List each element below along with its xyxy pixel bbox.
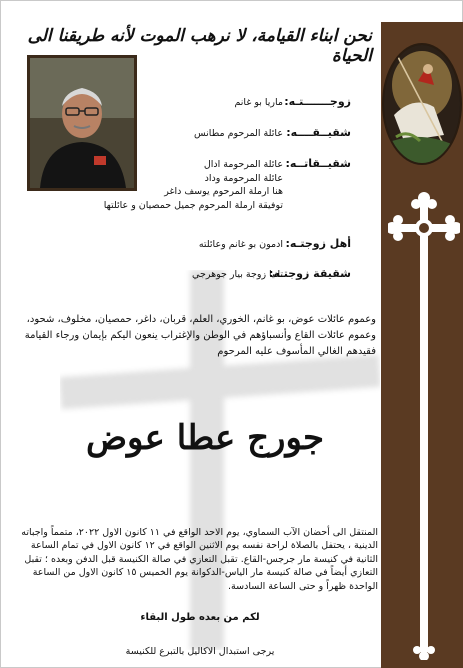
relative-label-sisters: شقيــقاتــه: <box>285 157 351 170</box>
relative-label-brother: شقيــقــــه: <box>286 126 351 139</box>
funeral-announcement: المنتقل الى أحضان الآب السماوي، يوم الاحد الواقع في ١١ كانون الاول ٢٠٢٢، متمماً واجباته الدينية ، يحتفل بالصلاة لراحة نفسه يوم الاثنين الواقع في ١٢ كانون الاول في تمام الساعة الثانية في كنيسة مار جرجس-القاع. تقبل التعازي في صالة الكنيسة قبل الدفن وبعده ؛ تقبل التعازي أيضاً في صالة كنيسة مار الياس-الدكوانة يوم الخميس ١٥ كانون الاول من الساعة الواحدة ظهراً و حتى الساعة السادسة. <box>21 527 378 592</box>
deceased-name: جورج عطا عوض <box>85 418 325 458</box>
ornate-cross-icon <box>388 190 460 660</box>
headline: نحن ابناء القيامة، لا نرهب الموت لأنه طريقنا الى الحياة <box>27 26 372 66</box>
relative-value-wife: ماريا بو غانم <box>234 97 283 108</box>
relative-value-wife-family: ادمون بو غانم وعائلته <box>198 239 283 250</box>
donation-note: يرجى استبدال الاكاليل بالتبرع للكنيسة <box>125 646 275 657</box>
relative-value-brother: عائلة المرحوم مطانس <box>194 128 283 139</box>
condolence-phrase: لكم من بعده طول البقاء <box>140 612 260 623</box>
relative-value-sisters: عائلة المرحومة ادال عائلة المرحومة وداد هنا ارملة المرحوم يوسف داغر توفيقة ارملة المرحوم جميل حمصيان و عائلتها <box>103 159 283 211</box>
relative-label-wife: زوجـــــــتـه: <box>284 95 351 108</box>
relative-value-wife-sister: تانيا زوجة بيار جوهرجي <box>192 269 283 280</box>
families-paragraph: وعموم عائلات عوض، بو غانم، الخوري، العلم، قربان، داغر، حمصيان، مخلوف، شحود، وعموم عائلات القاع وأنسباؤهم في الوطن والإغتراب ينعون اليكم بإيمان ورجاء القيامة فقيدهم الغالي المأسوف عليه المرحوم <box>24 314 376 357</box>
saint-george-icon <box>384 45 460 163</box>
relative-label-wife-sister: شقيقة زوجتـه: <box>268 267 351 280</box>
relative-label-wife-family: أهل زوجتـه: <box>285 237 351 250</box>
